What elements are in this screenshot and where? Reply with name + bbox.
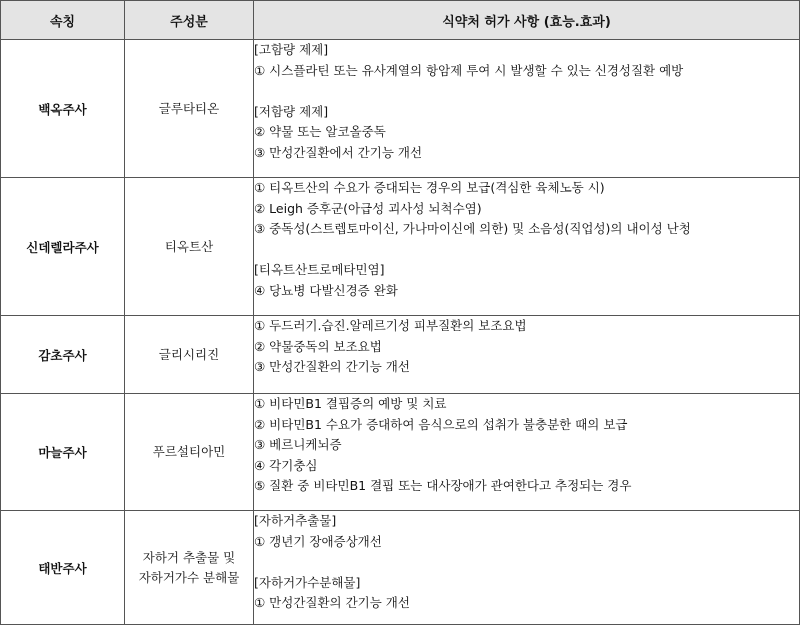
row-approval	[254, 40, 800, 178]
approval-line: ② 약물 또는 알코올중독	[254, 124, 386, 139]
row-approval	[254, 316, 800, 394]
row-ingredient: 글루타티온	[125, 40, 254, 178]
table-row	[1, 178, 800, 316]
table-row	[1, 511, 800, 625]
approval-line: ① 두드러기.습진.알레르기성 피부질환의 보조요법	[254, 318, 527, 333]
row-name: 태반주사	[1, 511, 125, 625]
approval-line: ③ 중독성(스트렙토마이신, 가나마이신에 의한) 및 소음성(직업성)의 내이성 난청	[254, 221, 691, 236]
spacer	[254, 552, 799, 573]
approval-line: ① 갱년기 장애증상개선	[254, 533, 382, 549]
table-row	[1, 40, 800, 178]
table-row	[1, 394, 800, 511]
row-approval	[254, 511, 800, 625]
header-approval: 식약처 허가 사항 (효능.효과)	[254, 1, 800, 40]
row-name: 신데렐라주사	[1, 178, 125, 316]
approval-line: ④ 당뇨병 다발신경증 완화	[254, 282, 398, 298]
row-name: 감초주사	[1, 316, 125, 394]
row-approval	[254, 394, 800, 511]
ingredient-line: 자하거가수 분해물	[138, 569, 240, 585]
approval-line: ③ 만성간질환에서 간기능 개선	[254, 144, 423, 160]
spacer	[254, 240, 799, 261]
table-row	[1, 316, 800, 394]
row-ingredient: 푸르설티아민	[125, 394, 254, 511]
approval-line: ② Leigh 증후군(아급성 괴사성 뇌척수염)	[254, 200, 482, 216]
approval-line: ④ 각기충심	[254, 457, 318, 473]
approval-line: [자하거추출물]	[254, 513, 337, 528]
approval-line: ③ 만성간질환의 간기능 개선	[254, 359, 410, 374]
approval-line: ③ 베르니케뇌증	[254, 437, 342, 452]
approval-line: ① 시스플라틴 또는 유사계열의 항암제 투여 시 발생할 수 있는 신경성질환 예방	[254, 62, 684, 78]
ingredient-line: 자하거 추출물 및	[142, 549, 236, 565]
approval-line: ② 약물중독의 보조요법	[254, 338, 382, 354]
approval-line: ⑤ 질환 중 비타민B1 결핍 또는 대사장애가 관여한다고 추정되는 경우	[254, 478, 632, 493]
row-ingredient: 티옥트산	[125, 178, 254, 316]
row-approval	[254, 178, 800, 316]
approval-line: ① 티옥트산의 수요가 증대되는 경우의 보급(격심한 육체노동 시)	[254, 180, 605, 195]
approval-line: [저함량 제제]	[254, 103, 329, 119]
spacer	[254, 81, 799, 102]
approval-line: [고함량 제제]	[254, 42, 329, 57]
header-name: 속칭	[1, 1, 125, 40]
row-name: 백옥주사	[1, 40, 125, 178]
row-name: 마늘주사	[1, 394, 125, 511]
approval-line: [티옥트산트로메타민염]	[254, 262, 385, 277]
approval-line: ① 비타민B1 결핍증의 예방 및 치료	[254, 396, 447, 411]
header-row	[1, 1, 800, 40]
approval-line: ① 만성간질환의 간기능 개선	[254, 595, 410, 610]
row-ingredient: 글리시리진	[125, 316, 254, 394]
approval-line: [자하거가수분해물]	[254, 574, 361, 590]
approval-line: ② 비타민B1 수요가 증대하여 음식으로의 섭취가 불충분한 때의 보급	[254, 416, 628, 432]
row-ingredient	[125, 511, 254, 625]
header-ingredient: 주성분	[125, 1, 254, 40]
